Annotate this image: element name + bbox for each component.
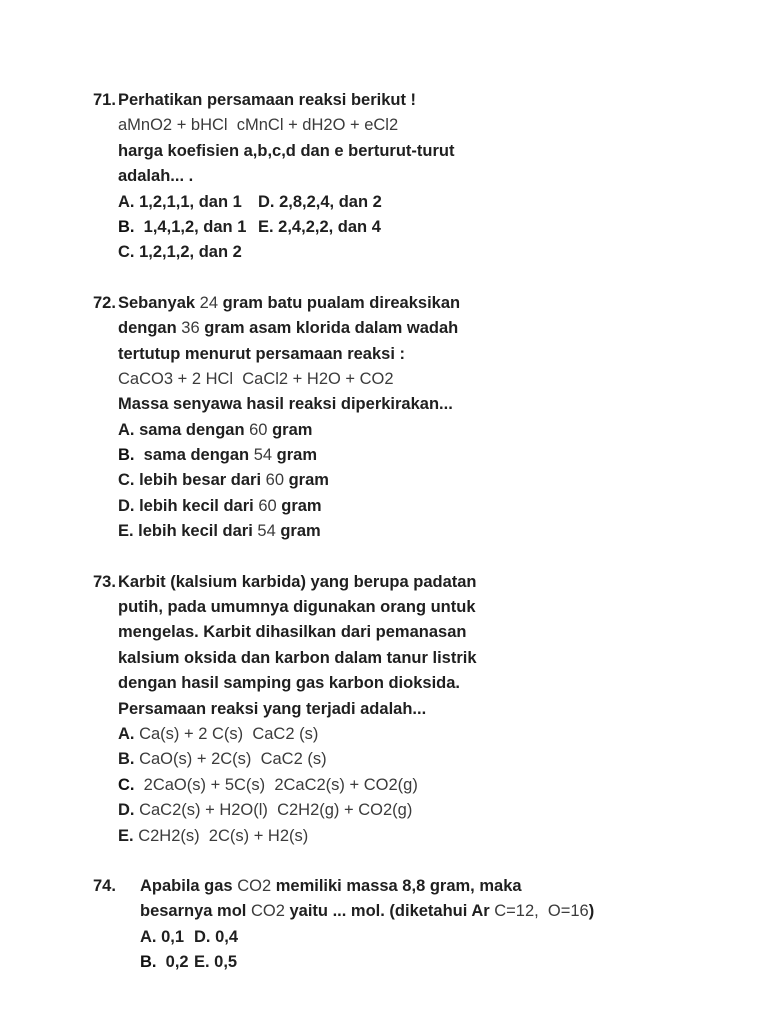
- question-line: [118, 418, 718, 443]
- question-74: [93, 874, 718, 976]
- question-line: [118, 595, 718, 620]
- text-segment: C.: [118, 775, 135, 794]
- text-segment: kalsium oksida dan karbon dalam tanur listrik: [118, 648, 477, 667]
- text-segment: B.: [118, 446, 135, 465]
- question-line: [118, 494, 718, 519]
- text-segment: 36: [181, 319, 200, 338]
- text-segment: gram batu pualam direaksikan: [218, 293, 461, 312]
- text-segment: CO2: [237, 876, 272, 895]
- text-segment: Karbit (kalsium karbida) yang berupa padatan: [118, 572, 477, 591]
- text-segment: gram: [276, 496, 322, 515]
- question-line: [118, 620, 718, 645]
- question-line: [118, 113, 718, 138]
- text-segment: ): [588, 902, 595, 921]
- question-line: [118, 722, 718, 747]
- option-column-left: [140, 950, 194, 975]
- text-segment: Sebanyak: [118, 293, 200, 312]
- question-number: 72.: [93, 293, 116, 312]
- question-line: [118, 697, 718, 722]
- text-segment: harga koefisien a,b,c,d dan e berturut-turut: [118, 141, 455, 160]
- question-number: 74.: [93, 876, 116, 895]
- question-line: [118, 215, 718, 240]
- question-number: 71.: [93, 91, 116, 109]
- question-line: [118, 468, 718, 493]
- question-line: [118, 646, 718, 671]
- text-segment: 24: [199, 293, 218, 312]
- text-segment: gram: [275, 522, 321, 541]
- text-segment: B.: [118, 750, 140, 769]
- question-71: [93, 88, 718, 266]
- text-segment: E. lebih kecil dari: [118, 522, 258, 541]
- option-column-right: [194, 950, 237, 975]
- question-body: [118, 88, 718, 266]
- text-segment: 54: [257, 522, 276, 541]
- text-segment: putih, pada umumnya digunakan orang untuk: [118, 598, 476, 617]
- text-segment: A.: [118, 724, 140, 743]
- question-line: [118, 342, 718, 367]
- text-segment: Ca(s) + 2 C(s) CaC2 (s): [139, 724, 319, 743]
- questions-list: [93, 88, 718, 976]
- text-segment: C=12, O=16: [494, 902, 589, 921]
- question-body: [118, 570, 718, 849]
- question-line: [118, 88, 718, 113]
- option-column-left: [140, 925, 194, 950]
- text-segment: CO2: [250, 902, 285, 921]
- text-segment: A. 0,1: [140, 927, 185, 946]
- option-column-right: [258, 215, 381, 240]
- text-segment: dengan hasil samping gas karbon dioksida.: [118, 674, 460, 693]
- text-segment: gram asam klorida dalam wadah: [199, 319, 459, 338]
- text-segment: C. lebih besar dari: [118, 471, 266, 490]
- text-segment: aMnO2 + bHCl cMnCl + dH2O + eCl2: [118, 116, 399, 135]
- question-73: [93, 570, 718, 849]
- question-number: 73.: [93, 572, 116, 591]
- question-72: [93, 291, 718, 545]
- text-segment: 2CaO(s) + 5C(s) 2CaC2(s) + CO2(g): [134, 775, 418, 794]
- text-segment: Persamaan reaksi yang terjadi adalah...: [118, 699, 427, 718]
- question-line: [140, 874, 718, 899]
- text-segment: gram: [272, 446, 318, 465]
- question-line: [118, 139, 718, 164]
- option-column-left: [118, 190, 258, 215]
- text-segment: dengan: [118, 319, 182, 338]
- text-segment: E. 2,4,2,2, dan 4: [258, 217, 381, 236]
- text-segment: B.: [140, 953, 157, 972]
- text-segment: besarnya mol: [140, 902, 251, 921]
- text-segment: yaitu ... mol. (diketahui Ar: [284, 902, 495, 921]
- text-segment: D. lebih kecil dari: [118, 496, 259, 515]
- text-segment: 60: [265, 471, 284, 490]
- text-segment: C. 1,2,1,2, dan 2: [118, 243, 242, 262]
- question-line: [140, 899, 718, 924]
- text-segment: E. 0,5: [194, 953, 238, 972]
- option-column-right: [194, 925, 238, 950]
- text-segment: 1,4,1,2, dan 1: [134, 217, 247, 236]
- text-segment: 54: [253, 446, 273, 465]
- text-segment: A. 1,2,1,1, dan 1: [118, 192, 242, 211]
- question-line: [118, 747, 718, 772]
- question-line: [118, 240, 718, 265]
- question-line: [118, 443, 718, 468]
- text-segment: 60: [258, 496, 277, 515]
- text-segment: memiliki massa 8,8 gram, maka: [271, 876, 522, 895]
- question-line: [118, 519, 718, 544]
- question-line: [118, 824, 718, 849]
- question-line: [118, 392, 718, 417]
- option-column-right: [258, 190, 382, 215]
- text-segment: Apabila gas: [140, 876, 238, 895]
- text-segment: CaC2(s) + H2O(l) C2H2(g) + CO2(g): [139, 801, 413, 820]
- text-segment: D. 0,4: [194, 927, 239, 946]
- text-segment: Massa senyawa hasil reaksi diperkirakan...: [118, 395, 453, 414]
- question-line: [118, 367, 718, 392]
- text-segment: E.: [118, 826, 139, 845]
- question-line: [118, 291, 718, 316]
- text-segment: B.: [118, 217, 135, 236]
- text-segment: gram: [284, 471, 329, 490]
- text-segment: D.: [118, 801, 140, 820]
- question-line: [118, 798, 718, 823]
- text-segment: tertutup menurut persamaan reaksi :: [118, 344, 405, 363]
- option-column-left: [118, 215, 258, 240]
- question-line: [118, 773, 718, 798]
- text-segment: adalah... .: [118, 167, 194, 186]
- text-segment: 0,2: [156, 953, 189, 972]
- question-line: [140, 950, 718, 975]
- text-segment: D. 2,8,2,4, dan 2: [258, 192, 382, 211]
- question-line: [118, 671, 718, 696]
- question-line: [118, 570, 718, 595]
- question-line: [118, 190, 718, 215]
- question-line: [140, 925, 718, 950]
- question-body: [118, 291, 718, 545]
- text-segment: CaO(s) + 2C(s) CaC2 (s): [139, 750, 327, 769]
- text-segment: C2H2(s) 2C(s) + H2(s): [138, 826, 309, 845]
- text-segment: sama dengan: [134, 446, 254, 465]
- question-body: [140, 874, 718, 976]
- text-segment: A. sama dengan: [118, 420, 250, 439]
- text-segment: Perhatikan persamaan reaksi berikut !: [118, 91, 417, 109]
- question-line: [118, 316, 718, 341]
- text-segment: mengelas. Karbit dihasilkan dari pemanasan: [118, 623, 467, 642]
- text-segment: gram: [267, 420, 313, 439]
- text-segment: 60: [249, 420, 268, 439]
- text-segment: CaCO3 + 2 HCl CaCl2 + H2O + CO2: [118, 369, 394, 388]
- question-line: [118, 164, 718, 189]
